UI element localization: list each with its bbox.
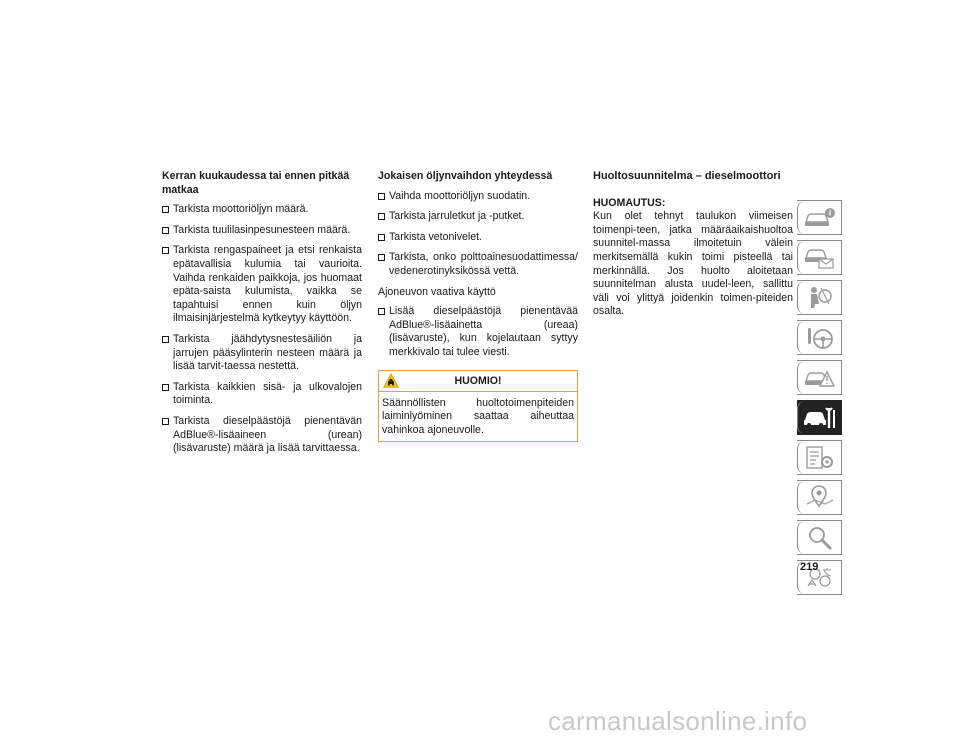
checkbox-square-icon — [162, 247, 169, 254]
list-item: Tarkista dieselpäästöjä pienentävän AdBlue®-lisäaineen (urean) (lisävaruste) määrä ja lisää tarvittaessa. — [162, 415, 362, 456]
tab-airbag[interactable] — [797, 280, 842, 315]
subheading-severe-use: Ajoneuvon vaativa käyttö — [378, 285, 496, 298]
steering-wheel-icon — [803, 324, 837, 351]
caution-text: Säännöllisten huoltotoimenpiteiden laiminlyöminen saattaa aiheuttaa vahinkoa ajoneuvolle. — [382, 396, 574, 436]
chapter-tabs — [797, 200, 843, 600]
tab-car-info[interactable] — [797, 200, 842, 235]
tab-checklist[interactable] — [797, 440, 842, 475]
tab-car-service[interactable] — [797, 400, 842, 435]
checkbox-square-icon — [378, 308, 385, 315]
tab-car-warning[interactable] — [797, 360, 842, 395]
page-number: 219 — [800, 561, 819, 573]
list-item: Tarkista jarruletkut ja -putket. — [378, 210, 578, 224]
list-item: Tarkista rengaspaineet ja etsi renkaista epätavallisia kulumia tai vaurioita. Vaihda renkaiden paikkoja, jos huomaat epäta-saista kulumista, vaikka se tapahtuisi ennen kuin öljyn ilmaisinjärjestelmä kytkeytyy käyttöön. — [162, 244, 362, 326]
car-warning-icon — [803, 364, 837, 391]
checkbox-square-icon — [162, 384, 169, 391]
tab-steering[interactable] — [797, 320, 842, 355]
section-heading-oil-change: Jokaisen öljynvaihdon yhteydessä — [378, 170, 553, 182]
checkbox-square-icon — [162, 336, 169, 343]
note-text: Kun olet tehnyt taulukon viimeisen toimenpi-teen, jatka määräaikaishuoltoa suunnitel-massa ilmoitetuin välein merkitsemällä kukin toimi pisteellä tai merkinnällä. Jos huolto aloitetaan suunnitelman alusta uudel-leen, sallittu väli voi ylittyä joidenkin toimen-piteiden osalta. — [593, 210, 793, 318]
map-pin-icon — [803, 484, 837, 511]
caution-title: HUOMIO! — [454, 374, 502, 387]
note-title: HUOMAUTUS: — [593, 196, 666, 209]
warning-car-icon — [383, 373, 399, 388]
section-heading-monthly: Kerran kuukaudessa tai ennen pitkää matkaa — [162, 170, 350, 196]
magnifier-icon — [803, 524, 837, 551]
caution-header — [379, 371, 577, 392]
checklist-gear-icon — [803, 444, 837, 471]
column-oil-change — [378, 170, 578, 442]
oil-change-checklist — [378, 190, 578, 279]
list-item: Vaihda moottoriöljyn suodatin. — [378, 190, 578, 204]
checkbox-square-icon — [162, 418, 169, 425]
tab-search[interactable] — [797, 520, 842, 555]
monthly-checklist — [162, 203, 362, 456]
watermark: carmanualsonline.info — [548, 706, 808, 736]
car-info-icon — [803, 204, 837, 231]
checkbox-square-icon — [162, 206, 169, 213]
list-item: Tarkista jäähdytysnestesäiliön ja jarrujen pääsylinterin nesteen määrä ja lisää tarvit-taessa nestettä. — [162, 333, 362, 374]
checkbox-square-icon — [378, 254, 385, 261]
airbag-person-icon — [803, 284, 837, 311]
column-maintenance-plan — [593, 170, 793, 319]
car-service-tools-icon — [803, 404, 837, 431]
column-monthly-checks — [162, 170, 362, 463]
list-item: Tarkista vetonivelet. — [378, 231, 578, 245]
list-item: Tarkista kaikkien sisä- ja ulkovalojen toiminta. — [162, 381, 362, 408]
checkbox-square-icon — [162, 227, 169, 234]
tab-map-pin[interactable] — [797, 480, 842, 515]
severe-use-checklist — [378, 305, 578, 359]
checkbox-square-icon — [378, 234, 385, 241]
list-item: Tarkista moottoriöljyn määrä. — [162, 203, 362, 217]
list-item: Lisää dieselpäästöjä pienentävää AdBlue®-lisäainetta (ureaa) (lisävaruste), kun kojelautaan syttyy merkkivalo tai tulee viesti. — [378, 305, 578, 359]
list-item: Tarkista tuulilasinpesunesteen määrä. — [162, 224, 362, 238]
caution-box — [378, 370, 578, 443]
checkbox-square-icon — [378, 193, 385, 200]
car-message-icon — [803, 244, 837, 271]
section-heading-maintenance: Huoltosuunnitelma – dieselmoottori — [593, 170, 781, 182]
list-item: Tarkista, onko polttoainesuodattimessa/ vedenerotinyksikössä vettä. — [378, 251, 578, 278]
tab-car-message[interactable] — [797, 240, 842, 275]
checkbox-square-icon — [378, 213, 385, 220]
